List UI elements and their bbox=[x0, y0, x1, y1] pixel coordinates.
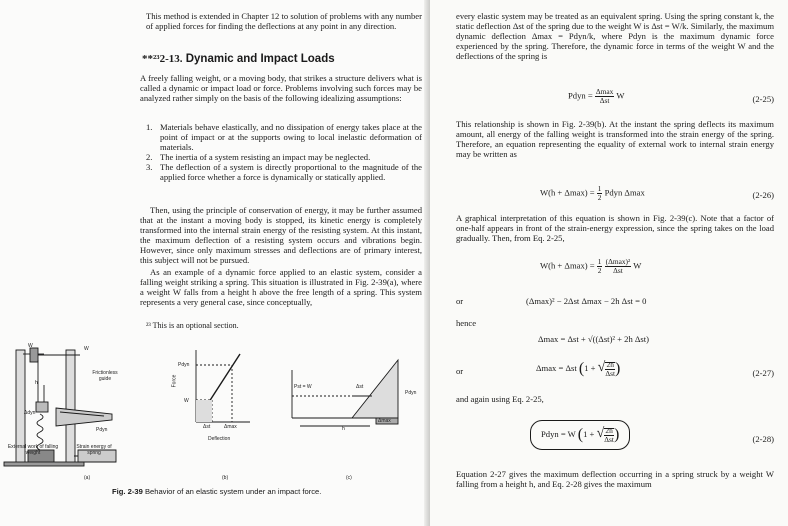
intro-paragraph: This method is extended in Chapter 12 to solution of problems with any number of applied forces for finding the deflections at any point in any direction. bbox=[146, 11, 422, 31]
label-external-work: External work of falling weight bbox=[7, 444, 59, 456]
energy-paragraph: Then, using the principle of conservation of energy, it may be further assumed that at the instant a moving body is stopped, its kinetic energy is completely transformed into the internal strain energy of the resisting system. At this instant, the maximum deflection of a resisting system occurs and vibrations begin. However, since only maximum stresses and deflections are of primary interest, this subject will not be pursued. bbox=[140, 205, 422, 265]
figure-2-39 bbox=[0, 330, 424, 490]
equation-solution: Δmax = Δst + √((Δst)² + 2h Δst) bbox=[538, 334, 650, 344]
equivalent-spring-paragraph: every elastic system may be treated as an equivalent spring. Using the spring constant k, the static deflection Δst of the spring due to the weight W is Δst = W/k. Similarly, the maximum dynamic deflection Δmax = Pdyn/k, where Pdyn is the maximum dynamic force experienced by the spring. Therefore, the dynamic force in terms of the weight W and the deflections of the spring is bbox=[456, 11, 774, 61]
label-frictionless: Frictionless guide bbox=[92, 370, 118, 382]
label-pdyn-b: Pdyn bbox=[178, 362, 190, 368]
equation-2-28: Pdyn = W (1 + √ $\frac{2h}{\text{Δst}}$ ) bbox=[530, 420, 630, 450]
assumptions-list bbox=[146, 123, 422, 182]
label-h: h bbox=[35, 380, 38, 386]
word-or-1: or bbox=[456, 296, 464, 306]
section-title: Dynamic and Impact Loads bbox=[185, 53, 335, 65]
equation-substituted: W(h + Δmax) = $\frac{1}{2}$ $\frac{\text{(Δmax)²}}{\text{Δst}}$ W bbox=[540, 257, 642, 275]
label-delta-max-c: Δmax bbox=[378, 418, 391, 424]
panel-c-drawing bbox=[292, 360, 398, 426]
label-w-arrow: W bbox=[84, 346, 89, 352]
eq-tag-2-27: (2-27) bbox=[752, 368, 774, 378]
panel-c-label: (c) bbox=[346, 475, 352, 481]
again-text: and again using Eq. 2-25, bbox=[456, 394, 544, 404]
label-h-c: h bbox=[342, 426, 345, 432]
word-hence: hence bbox=[456, 318, 477, 328]
label-deflection: Deflection bbox=[208, 436, 231, 442]
assumption-item: 3. The deflection of a system is directly proportional to the magnitude of the applied force whether a force is dynamically or statically applied. bbox=[146, 161, 422, 182]
label-delta-max-b: Δmax bbox=[224, 424, 237, 430]
label-w-b: W bbox=[184, 398, 189, 404]
panel-a-label: (a) bbox=[84, 475, 91, 481]
word-or-2: or bbox=[456, 366, 464, 376]
label-delta-st-c: Δst bbox=[356, 384, 364, 390]
figure-caption: Fig. 2-39 Behavior of an elastic system under an impact force. bbox=[112, 487, 322, 496]
assumption-item: 1. Materials behave elastically, and no dissipation of energy takes place at the point of impact or at the supports owing to local inelastic deformation of materials. bbox=[146, 122, 422, 152]
example-paragraph: As an example of a dynamic force applied to an elastic system, consider a falling weight striking a spring. This situation is illustrated in Fig. 2-39(a), where a weight W falls from a height h above the free length of a spring. This system represents a very general case, since conceptually, bbox=[140, 267, 422, 307]
eq-tag-2-25: (2-25) bbox=[752, 94, 774, 104]
section-heading bbox=[142, 53, 335, 65]
equation-2-27: Δmax = Δst (1 + √ $\frac{2h}{\text{Δst}}$ ) bbox=[536, 359, 621, 378]
label-strain-energy: Strain energy of spring bbox=[76, 444, 112, 456]
graphical-interpretation-paragraph: A graphical interpretation of this equation is shown in Fig. 2-39(c). Note that a factor of one-half appears in front of the strain-energy expression, since the spring takes on the load gradually. Then, from Eq. 2-25, bbox=[456, 213, 774, 243]
section-number: **²³2-13. bbox=[142, 53, 183, 65]
label-pdyn-c: Pdyn bbox=[405, 390, 417, 396]
panel-b-drawing bbox=[196, 350, 250, 422]
label-w: W bbox=[28, 343, 33, 349]
eq-tag-2-28: (2-28) bbox=[752, 434, 774, 444]
label-delta-st-b: Δst bbox=[203, 424, 211, 430]
footnote: ²³ This is an optional section. bbox=[146, 321, 239, 330]
energy-equality-paragraph: This relationship is shown in Fig. 2-39(b). At the instant the spring deflects its maximum amount, all energy of the falling weight is transformed into the strain energy of the spring. Therefore, an equation representing the equality of external work to internal strain energy may be written as bbox=[456, 119, 774, 159]
label-pst-eq-w: Pst = W bbox=[294, 384, 312, 390]
right-page bbox=[430, 0, 788, 526]
panel-b-label: (b) bbox=[222, 475, 229, 481]
equation-2-25: Pdyn = $\frac{\Delta\max}{\text{Δst}}$ W bbox=[568, 87, 625, 105]
conclusion-paragraph: Equation 2-27 gives the maximum deflection occurring in a spring struck by a weight W falling from a height h, and Eq. 2-28 gives the maximum bbox=[456, 469, 774, 489]
equation-quadratic: (Δmax)² − 2Δst Δmax − 2h Δst = 0 bbox=[526, 296, 647, 306]
label-delta-dyn: Δdyn bbox=[24, 410, 36, 416]
label-pdyn-a: Pdyn bbox=[96, 427, 108, 433]
impact-paragraph: A freely falling weight, or a moving body, that strikes a structure delivers what is called a dynamic or impact load or force. Problems involving such forces may be analyzed rather simply on the basis of the following idealizing assumptions: bbox=[140, 73, 422, 103]
label-force: Force bbox=[171, 374, 178, 388]
assumption-item: 2. The inertia of a system resisting an impact may be neglected. bbox=[146, 151, 371, 162]
eq-tag-2-26: (2-26) bbox=[752, 190, 774, 200]
equation-2-26: W(h + Δmax) = $\frac{1}{2}$ Pdyn Δmax bbox=[540, 184, 645, 202]
